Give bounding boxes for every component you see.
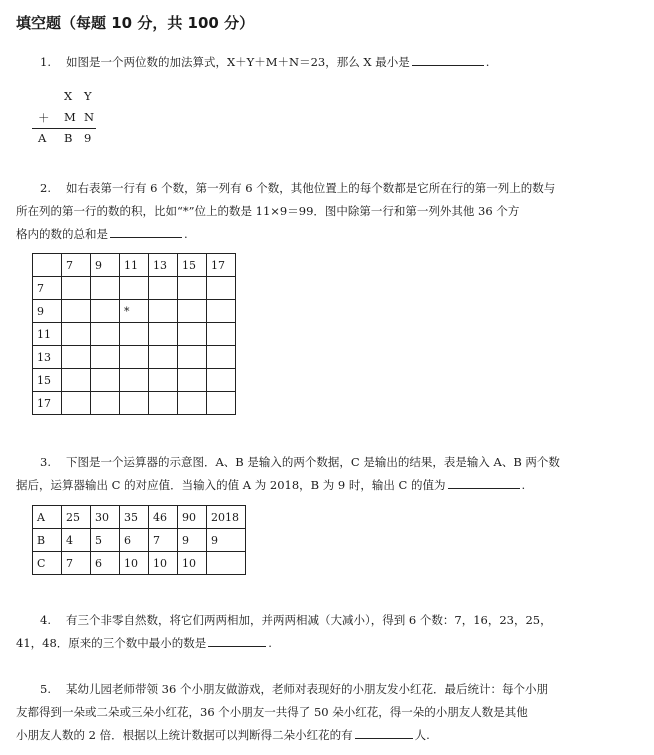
- table-row-header: 13: [33, 346, 62, 369]
- question-line: 下图是一个运算器的示意图．A、B 是输入的两个数据，C 是输出的结果，表是输入 A、B 两个数: [66, 455, 560, 469]
- question-5: [16, 678, 548, 747]
- table-cell: [62, 323, 91, 346]
- addend-y: Y: [84, 89, 92, 103]
- question-1: [40, 51, 489, 74]
- answer-blank[interactable]: [110, 225, 182, 238]
- question-tail: .: [521, 478, 526, 492]
- plus-sign: ＋: [38, 111, 50, 125]
- table-header-cell: 9: [91, 254, 120, 277]
- table-cell: 4: [62, 529, 91, 552]
- table-cell: [62, 369, 91, 392]
- table-row-header: B: [33, 529, 62, 552]
- question-line: 某幼儿园老师带领 36 个小朋友做游戏，老师对表现好的小朋友发小红花．最后统计：每个小朋: [66, 682, 548, 696]
- addend-m: M: [64, 110, 76, 124]
- question-line: 有三个非零自然数，将它们两两相加，并两两相减（大减小），得到 6 个数：7，16，23，25，: [66, 613, 552, 627]
- table-row-header: A: [33, 506, 62, 529]
- table-cell: [120, 369, 149, 392]
- table-cell: [207, 346, 236, 369]
- question-line: 所在列的第一行的数的积，比如“*”位上的数是 11×9＝99．图中除第一行和第一列外其他 36 个方: [16, 204, 520, 218]
- question-line: 41，48．原来的三个数中最小的数是: [16, 636, 207, 650]
- question-line: 小朋友人数的 2 倍．根据以上统计数据可以判断得二朵小红花的有: [16, 728, 353, 742]
- table-cell: [62, 346, 91, 369]
- section-title: 填空题（每题 10 分，共 100 分）: [16, 14, 255, 32]
- table-cell: [178, 277, 207, 300]
- table-cell: 9: [207, 529, 246, 552]
- table-cell: [207, 392, 236, 415]
- question-number: 3.: [40, 455, 51, 469]
- table-cell: [149, 346, 178, 369]
- answer-blank[interactable]: [355, 726, 413, 739]
- table-cell: 9: [178, 529, 207, 552]
- table-cell: [178, 346, 207, 369]
- question-tail: .: [184, 227, 188, 241]
- table-cell: [178, 323, 207, 346]
- table-cell: [207, 323, 236, 346]
- table-header-cell: 11: [120, 254, 149, 277]
- table-cell: 90: [178, 506, 207, 529]
- table-row: [33, 300, 236, 323]
- table-cell: 2018: [207, 506, 246, 529]
- table-cell: [178, 369, 207, 392]
- table-cell: 25: [62, 506, 91, 529]
- table-row: [33, 346, 236, 369]
- table-row: [33, 529, 246, 552]
- table-cell: [91, 323, 120, 346]
- table-cell: [120, 392, 149, 415]
- table-cell: [149, 392, 178, 415]
- table-cell: 10: [149, 552, 178, 575]
- answer-blank[interactable]: [412, 53, 484, 66]
- table-cell: 6: [120, 529, 149, 552]
- table-cell: [62, 392, 91, 415]
- table-row: [33, 552, 246, 575]
- table-row: [33, 392, 236, 415]
- table-cell: [91, 392, 120, 415]
- sum-9: 9: [84, 131, 92, 145]
- table-cell: [120, 277, 149, 300]
- table-cell: [178, 392, 207, 415]
- table-cell: [207, 369, 236, 392]
- table-row-header: C: [33, 552, 62, 575]
- question-line: 如右表第一行有 6 个数，第一列有 6 个数，其他位置上的每个数都是它所在行的第一列上的数与: [66, 181, 556, 195]
- table-cell: 10: [120, 552, 149, 575]
- table-cell: [120, 323, 149, 346]
- question-3: [16, 451, 560, 497]
- question-number: 5.: [40, 682, 51, 696]
- table-cell: [62, 277, 91, 300]
- sum-line: [32, 128, 96, 129]
- addend-n: N: [84, 110, 95, 124]
- table-header-cell: 17: [207, 254, 236, 277]
- table-header-cell: 13: [149, 254, 178, 277]
- table-cell: [91, 300, 120, 323]
- table-corner: [33, 254, 62, 277]
- table-cell: 35: [120, 506, 149, 529]
- addend-x: X: [64, 89, 73, 103]
- table-cell: [149, 277, 178, 300]
- table-row-header: 9: [33, 300, 62, 323]
- question-text: 如图是一个两位数的加法算式，X＋Y＋M＋N＝23，那么 X 最小是: [66, 55, 410, 69]
- question-2: [16, 177, 556, 246]
- table-cell: [91, 369, 120, 392]
- table-cell: [207, 300, 236, 323]
- table-cell: [149, 300, 178, 323]
- question-line: 格内的数的总和是: [16, 227, 108, 241]
- table-cell: [91, 277, 120, 300]
- table-cell: [178, 300, 207, 323]
- question-4: [16, 609, 552, 655]
- table-cell: 30: [91, 506, 120, 529]
- sum-a: A: [38, 131, 47, 145]
- table-row-header: 17: [33, 392, 62, 415]
- table-cell: 6: [91, 552, 120, 575]
- table-row-header: 11: [33, 323, 62, 346]
- question-line: 据后，运算器输出 C 的对应值．当输入的值 A 为 2018，B 为 9 时，输出 C 的值为: [16, 478, 446, 492]
- table-cell: 7: [62, 552, 91, 575]
- star-cell: *: [120, 300, 149, 323]
- table-header-row: [33, 254, 236, 277]
- table-row: [33, 323, 236, 346]
- question-number: 4.: [40, 613, 51, 627]
- table-header-cell: 7: [62, 254, 91, 277]
- table-row: [33, 506, 246, 529]
- question-tail: .: [268, 636, 272, 650]
- table-cell: [149, 369, 178, 392]
- table-cell: [149, 323, 178, 346]
- table-cell: 46: [149, 506, 178, 529]
- table-cell: [207, 277, 236, 300]
- question-number: 2.: [40, 181, 51, 195]
- table-cell: [62, 300, 91, 323]
- question-number: 1.: [40, 55, 51, 69]
- table-row: [33, 277, 236, 300]
- multiplication-table: [32, 253, 236, 415]
- question-tail: 人.: [414, 728, 430, 742]
- table-header-cell: 15: [178, 254, 207, 277]
- table-cell: [120, 346, 149, 369]
- calculator-table: [32, 505, 246, 575]
- sum-b: B: [64, 131, 73, 145]
- table-cell: 7: [149, 529, 178, 552]
- table-cell: 10: [178, 552, 207, 575]
- table-cell: [207, 552, 246, 575]
- table-cell: [91, 346, 120, 369]
- table-cell: 5: [91, 529, 120, 552]
- answer-blank[interactable]: [448, 476, 520, 489]
- table-row-header: 15: [33, 369, 62, 392]
- table-row: [33, 369, 236, 392]
- question-line: 友都得到一朵或二朵或三朵小红花，36 个小朋友一共得了 50 朵小红花，得一朵的小朋友人数是其他: [16, 705, 528, 719]
- answer-blank[interactable]: [208, 634, 266, 647]
- table-row-header: 7: [33, 277, 62, 300]
- question-tail: .: [485, 55, 490, 69]
